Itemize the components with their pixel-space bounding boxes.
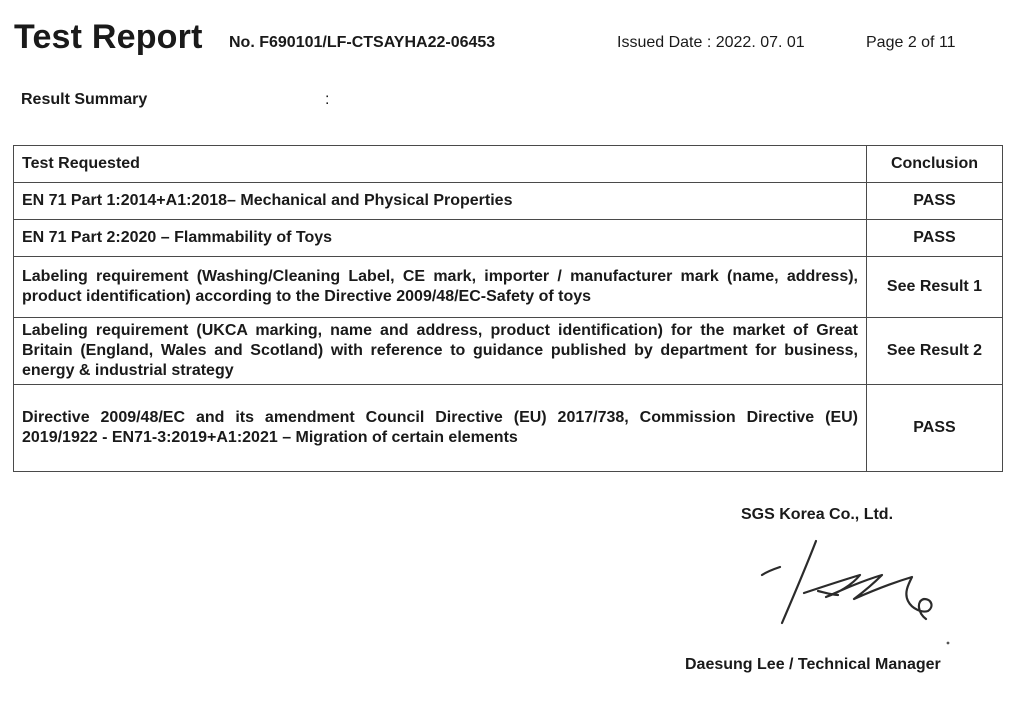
conclusion-cell: PASS [867,183,1003,220]
conclusion-cell: PASS [867,385,1003,472]
table-row [14,183,1003,220]
table-header-row [14,146,1003,183]
test-requested-cell: Labeling requirement (Washing/Cleaning Label, CE mark, importer / manufacturer mark (name, address), product identification) according to the Directive 2009/48/EC-Safety of toys [14,257,867,318]
result-summary-label: Result Summary [21,91,148,108]
conclusion-cell: See Result 1 [867,257,1003,318]
results-table [13,145,1003,472]
conclusion-cell: PASS [867,220,1003,257]
signer-name-title: Daesung Lee / Technical Manager [685,656,941,673]
report-title: Test Report [14,18,203,56]
page-number: Page 2 of 11 [866,34,956,51]
table-row [14,318,1003,385]
header-test-requested: Test Requested [14,146,867,183]
test-requested-cell: EN 71 Part 2:2020 – Flammability of Toys [14,220,867,257]
table-row [14,220,1003,257]
conclusion-cell: See Result 2 [867,318,1003,385]
table-row [14,257,1003,318]
result-summary-colon: : [325,91,330,108]
test-requested-cell: Labeling requirement (UKCA marking, name and address, product identification) for the market of Great Britain (England, Wales and Scotland) with reference to guidance published by department for business, energy & industrial strategy [14,318,867,385]
company-name: SGS Korea Co., Ltd. [741,506,894,523]
test-requested-cell: EN 71 Part 1:2014+A1:2018– Mechanical and Physical Properties [14,183,867,220]
table-row [14,385,1003,472]
handwritten-signature [722,527,966,647]
header-conclusion: Conclusion [867,146,1003,183]
report-number: No. F690101/LF-CTSAYHA22-06453 [229,34,496,51]
test-requested-cell: Directive 2009/48/EC and its amendment Council Directive (EU) 2017/738, Commission Directive (EU) 2019/1922 - EN71-3:2019+A1:2021 – Migration of certain elements [14,385,867,472]
issued-date: Issued Date : 2022. 07. 01 [617,34,805,51]
